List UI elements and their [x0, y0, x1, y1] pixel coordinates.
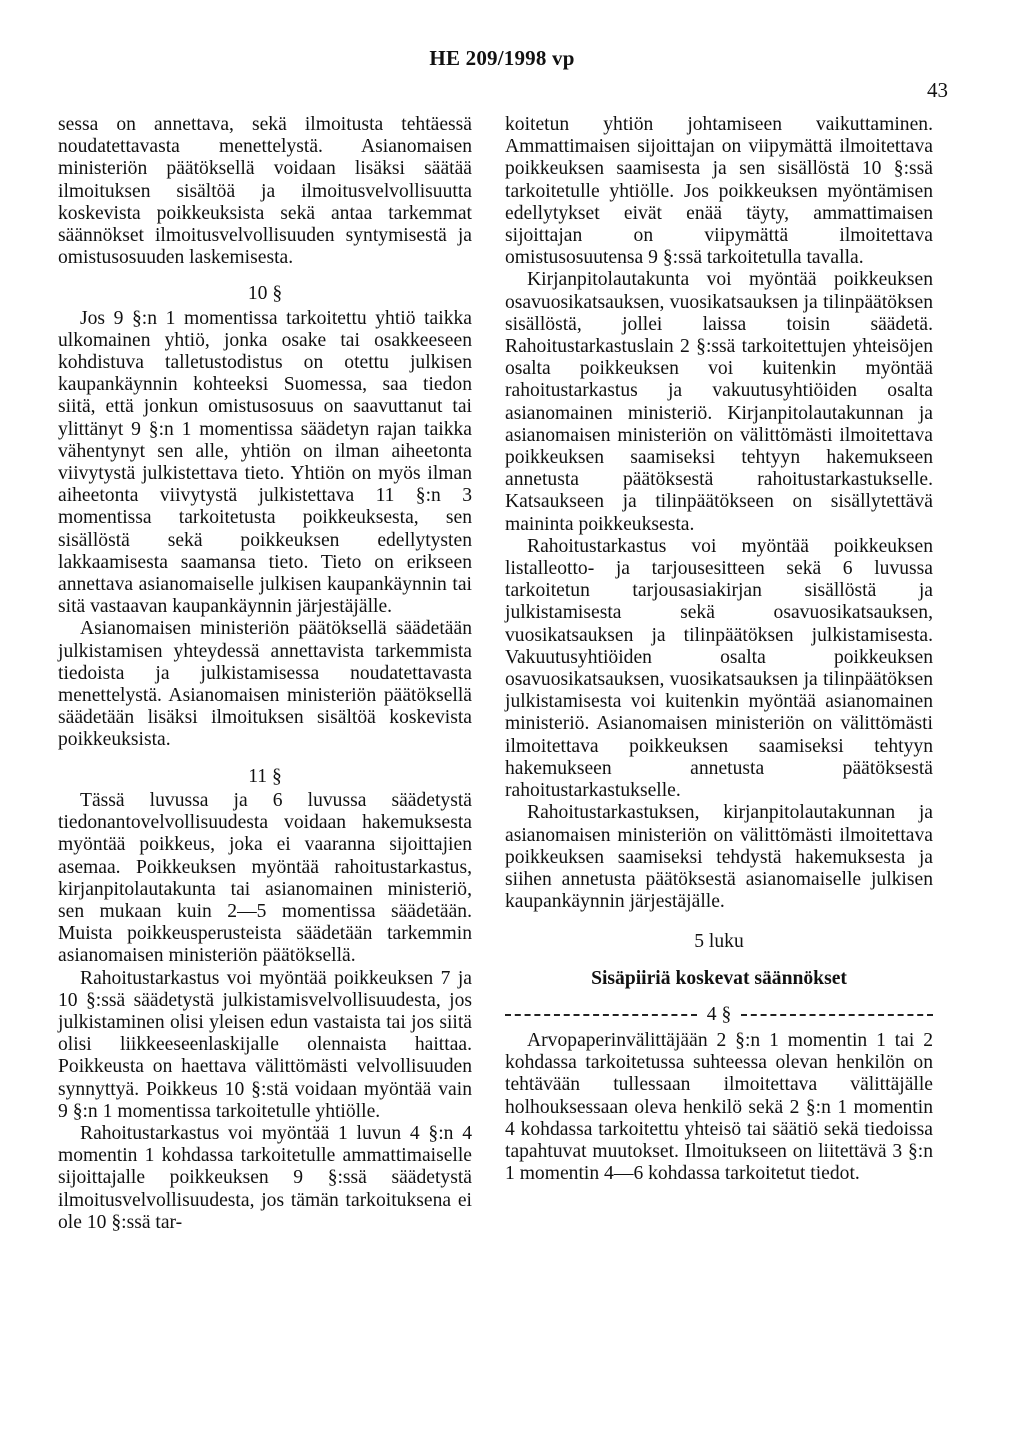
paragraph: koitetun yhtiön johtamiseen vaikuttaminen. Ammattimaisen sijoittajan on viipymättä ilmoitettava poikkeuksen saamisesta ja sen sisällöstä 10 §:ssä tarkoitetulle yhtiölle. Jos poikkeuksen myöntämisen edellytykset eivät enää täyty, ammattimaisen sijoittajan on viipymättä ilmoitettava omistusosuutensa 9 §:ssä tarkoitetulla tavalla.	[505, 114, 933, 269]
page-number: 43	[927, 78, 948, 102]
chapter-title: Sisäpiiriä koskevat säännökset	[591, 967, 847, 989]
paragraph: sessa on annettava, sekä ilmoitusta tehtäessä noudatettavasta menettelystä. Asianomaisen ministeriön päätöksellä voidaan lisäksi säätää ilmoituksen sisältöä ja ilmoitusvelvollisuutta koskevista poikkeuksista sekä antaa tarkemmat säännökset ilmoitusvelvollisuuden syntymisestä ja omistusosuuden laskemisesta.	[58, 114, 472, 269]
paragraph: Rahoitustarkastus voi myöntää 1 luvun 4 §:n 4 momentin 1 kohdassa tarkoitetulle ammattimaiselle sijoittajalle poikkeuksen 9 §:ssä säädetystä ilmoitusvelvollisuudesta, jos tämän tarkoituksena ei ole 10 §:ssä tar-	[58, 1122, 472, 1233]
document-title: HE 209/1998 vp	[429, 46, 575, 70]
paragraph: Asianomaisen ministeriön päätöksellä säädetään julkistamisen yhteydessä annettavista tarkemmista tiedoista ja julkistamisessa noudatettavasta menettelystä. Asianomaisen ministeriön päätöksellä säädetään lisäksi ilmoituksen sisältöä koskevista poikkeuksista.	[58, 618, 472, 751]
paragraph: Jos 9 §:n 1 momentissa tarkoitettu yhtiö taikka ulkomainen yhtiö, jonka osake tai osakkeeseen kohdistuva talletustodistus on otettu julkisen kaupankäynnin kohteeksi Suomessa, saa tiedon siitä, että jonkun omistusosuus on saavuttanut tai ylittänyt 9 §:n 1 momentissa säädetyn rajan taikka vähentynyt sen alle, yhtiön on ilman aiheetonta viivytystä julkistettava tieto. Yhtiön on myös ilman aiheetonta viivytystä julkistettava 11 §:n 3 momentissa tarkoitetusta poikkeuksesta, sen sisällöstä sekä poikkeuksen edellytysten lakkaamisesta saamansa tieto. Tieto on erikseen annettava asianomaiselle julkisen kaupankäynnin tai sitä vastaavan kaupankäynnin järjestäjälle.	[58, 307, 472, 618]
section-heading-10: 10 §	[247, 283, 283, 305]
right-column	[505, 114, 933, 1185]
omission-line	[505, 1004, 933, 1026]
chapter-number: 5 luku	[694, 931, 744, 953]
section-heading-4: 4 §	[706, 1003, 732, 1025]
paragraph: Tässä luvussa ja 6 luvussa säädetystä tiedonantovelvollisuudesta voidaan hakemuksesta myöntää poikkeus, joka ei vaaranna sijoittajien asemaa. Poikkeuksen myöntää rahoitustarkastus, kirjanpitolautakunta tai asianomainen ministeriö, sen mukaan kuin 2—5 momentissa säädetään. Muista poikkeusperusteista säädetään tarkemmin asianomaisen ministeriön päätöksellä.	[58, 789, 472, 967]
dash-divider-right	[741, 1014, 933, 1016]
paragraph: Rahoitustarkastus voi myöntää poikkeuksen listalleotto- ja tarjousesitteen sekä 6 luvussa tarkoitetun tarjousasiakirjan sisällöstä ja julkistamisesta sekä osavuosikatsauksen, vuosikatsauksen ja tilinpäätöksen julkistamisesta. Vakuutusyhtiöiden osalta poikkeuksen osavuosikatsauksen, vuosikatsauksen ja tilinpäätöksen julkistamisesta voi kuitenkin myöntää asianomainen ministeriö. Asianomaisen ministeriön on välittömästi ilmoitettava poikkeuksen saamiseksi tehtyyn hakemukseen annetusta päätöksestä rahoitustarkastukselle.	[505, 535, 933, 802]
dash-divider-left	[505, 1014, 697, 1016]
paragraph: Rahoitustarkastus voi myöntää poikkeuksen 7 ja 10 §:ssä säädetystä julkistamisvelvollisuudesta, jos julkistaminen olisi yleisen edun vastaista tai jos siitä olisi liikkeeseenlaskijalle olennaista haittaa. Poikkeusta on haettava välittömästi velvollisuuden synnyttyä. Poikkeus 10 §:stä voidaan myöntää vain 9 §:n 1 momentissa tarkoitetulle yhtiölle.	[58, 967, 472, 1122]
left-column	[58, 114, 472, 1234]
paragraph: Kirjanpitolautakunta voi myöntää poikkeuksen osavuosikatsauksen, vuosikatsauksen ja tilinpäätöksen sisällöstä, jollei laissa toisin säädetä. Rahoitustarkastuslain 2 §:ssä tarkoitettujen yhteisöjen osalta poikkeuksen voi kuitenkin myöntää rahoitustarkastus ja vakuutusyhtiöiden osalta asianomainen ministeriö. Kirjanpitolautakunnan ja asianomaisen ministeriön on välittömästi ilmoitettava poikkeuksen saamiseksi tehtyyn hakemukseen annetusta päätöksestä rahoitustarkastukselle. Katsaukseen ja tilinpäätökseen on sisällytettävä maininta poikkeuksesta.	[505, 269, 933, 535]
page-header	[58, 46, 948, 102]
paragraph: Arvopaperinvälittäjään 2 §:n 1 momentin 1 tai 2 kohdassa tarkoitetussa suhteessa olevan henkilön on tehtävään tullessaan ilmoitettava välittäjälle holhouksessaan oleva henkilö sekä 2 §:n 1 momentin 4 kohdassa tarkoitettu yhteisö tai säätiö sekä tiedoissa tapahtuvat muutokset. Ilmoitukseen on liitettävä 3 §:n 1 momentin 4—6 kohdassa tarkoitetut tiedot.	[505, 1029, 933, 1185]
paragraph: Rahoitustarkastuksen, kirjanpitolautakunnan ja asianomaisen ministeriön on välittömästi ilmoitettava poikkeuksen saamiseksi tehdystä hakemuksesta ja siihen annetusta päätöksestä asianomaiselle julkisen kaupankäynnin järjestäjälle.	[505, 802, 933, 913]
section-heading-11: 11 §	[248, 765, 282, 787]
